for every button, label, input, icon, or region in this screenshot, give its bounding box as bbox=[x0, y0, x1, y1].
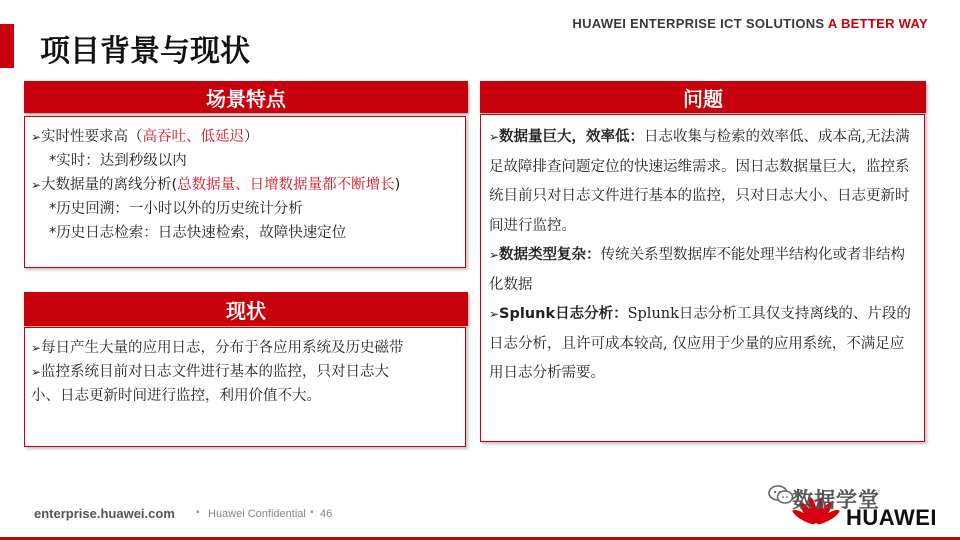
arrow-bullet-icon: ➢ bbox=[489, 307, 500, 321]
problem-p3-heading: Splunk日志分析： bbox=[499, 306, 628, 322]
scene-panel-header bbox=[24, 81, 468, 113]
scene-l3-prefix: 大数据量的离线分析( bbox=[41, 177, 178, 193]
status-l2-text: 监控系统目前对日志文件进行基本的监控，只对日志大 bbox=[41, 364, 389, 380]
problem-para-3 bbox=[489, 300, 916, 389]
footer-separator-2: ▪ bbox=[310, 507, 314, 518]
footer-confidential: Huawei Confidential bbox=[208, 508, 306, 520]
problem-title: 问题 bbox=[683, 86, 723, 111]
footer-separator-1: ▪ bbox=[196, 507, 200, 518]
problem-para-2 bbox=[489, 241, 916, 300]
problem-p1-heading: 数据量巨大，效率低： bbox=[499, 129, 644, 145]
status-l1-text: 每日产生大量的应用日志，分布于各应用系统及历史磁带 bbox=[41, 340, 404, 356]
problem-panel-body bbox=[480, 114, 925, 442]
scene-l3-highlight: 总数据量、日增数据量都不断增长 bbox=[177, 177, 395, 193]
problem-para-1 bbox=[489, 123, 916, 241]
tagline-accent: A BETTER WAY bbox=[827, 16, 928, 31]
tagline-main: HUAWEI ENTERPRISE ICT SOLUTIONS bbox=[572, 16, 828, 31]
problem-p1-text: 日志收集与检索的效率低、成本高,无法满足故障排查问题定位的快速运维需求。因日志数据量巨大，监控系统目前只对日志文件进行基本的监控，只对日志大小、日志更新时间进行监控。 bbox=[489, 129, 910, 234]
status-line-3: 小、日志更新时间进行监控，利用价值不大。 bbox=[31, 388, 321, 404]
arrow-bullet-icon: ➢ bbox=[489, 130, 500, 144]
top-tagline bbox=[572, 16, 928, 31]
status-title: 现状 bbox=[226, 298, 266, 323]
problem-panel-header bbox=[480, 81, 926, 113]
wechat-icon bbox=[768, 484, 794, 506]
scene-l1-highlight: 高吞吐、低延迟 bbox=[142, 129, 244, 145]
scene-line-3 bbox=[31, 173, 459, 197]
arrow-bullet-icon: ➢ bbox=[31, 341, 42, 355]
page-number: 46 bbox=[320, 508, 333, 520]
huawei-logo-text: HUAWEI bbox=[846, 505, 937, 530]
scene-title: 场景特点 bbox=[206, 86, 286, 111]
problem-p2-text: 传统关系型数据库不能处理半结构化或者非结构化数据 bbox=[489, 247, 905, 293]
arrow-bullet-icon: ➢ bbox=[31, 178, 42, 192]
problem-p3-text: Splunk日志分析工具仅支持离线的、片段的日志分析，且许可成本较高, 仅应用于少量的应用系统，不满足应用日志分析需要。 bbox=[489, 306, 911, 381]
status-panel-body bbox=[24, 327, 466, 447]
scene-l3-suffix: ) bbox=[394, 177, 401, 193]
scene-line-2: *实时：达到秒级以内 bbox=[49, 153, 187, 169]
scene-l1-suffix: ） bbox=[244, 129, 259, 145]
status-line-2 bbox=[31, 360, 459, 384]
title-accent-bar bbox=[0, 24, 14, 68]
status-line-1 bbox=[31, 336, 459, 360]
scene-line-1 bbox=[31, 125, 459, 149]
status-panel-header bbox=[24, 292, 468, 326]
arrow-bullet-icon: ➢ bbox=[31, 130, 42, 144]
scene-line-4: *历史回溯：一小时以外的历史统计分析 bbox=[49, 201, 303, 217]
scene-line-5: *历史日志检索：日志快速检索，故障快速定位 bbox=[49, 225, 347, 241]
arrow-bullet-icon: ➢ bbox=[31, 365, 42, 379]
watermark-text: 数据学堂 bbox=[792, 488, 880, 512]
scene-panel-body bbox=[24, 116, 466, 268]
footer-url: enterprise.huawei.com bbox=[34, 506, 175, 521]
page-title: 项目背景与现状 bbox=[40, 34, 250, 69]
scene-l1-prefix: 实时性要求高（ bbox=[41, 129, 143, 145]
arrow-bullet-icon: ➢ bbox=[489, 248, 500, 262]
problem-p2-heading: 数据类型复杂： bbox=[499, 247, 601, 263]
